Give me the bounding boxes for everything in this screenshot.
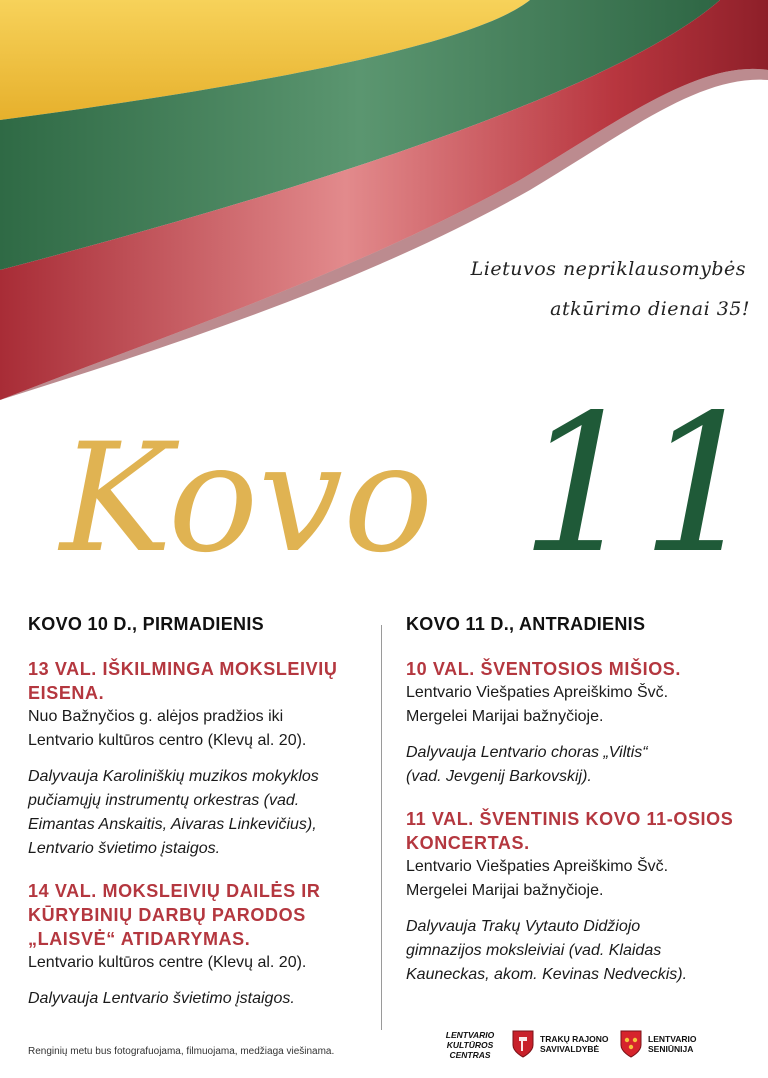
event-title-line: 11 VAL. ŠVENTINIS KOVO 11-OSIOS bbox=[406, 809, 734, 829]
day-column-right bbox=[406, 614, 756, 1005]
event-left-2 bbox=[28, 879, 373, 1011]
event-title-line: 13 VAL. IŠKILMINGA MOKSLEIVIŲ bbox=[28, 659, 338, 679]
logo-lentvario-seniunija-text bbox=[648, 1034, 696, 1054]
event-note-line: Dalyvauja Lentvario švietimo įstaigos. bbox=[28, 990, 295, 1007]
day-heading-left: KOVO 10 D., PIRMADIENIS bbox=[28, 614, 264, 634]
event-note-line: Dalyvauja Karoliniškių muzikos mokyklos bbox=[28, 768, 319, 785]
event-right-1 bbox=[406, 657, 756, 789]
logo-text-line: KULTŪROS bbox=[446, 1040, 494, 1050]
event-title-line: KŪRYBINIŲ DARBŲ PARODOS bbox=[28, 905, 306, 925]
event-place-line: Lentvario kultūros centre (Klevų al. 20). bbox=[28, 954, 307, 971]
event-title bbox=[28, 657, 373, 705]
hero-number: 11 bbox=[520, 374, 762, 595]
logo-traku-savivaldybe-text bbox=[540, 1034, 608, 1054]
red-shield-icon bbox=[512, 1030, 534, 1058]
hero-title bbox=[0, 360, 768, 600]
event-title-line: „LAISVĖ“ ATIDARYMAS. bbox=[28, 929, 251, 949]
day-heading-right: KOVO 11 D., ANTRADIENIS bbox=[406, 614, 646, 634]
event-note-line: gimnazijos moksleiviai (vad. Klaidas bbox=[406, 942, 662, 959]
event-title-line: 10 VAL. ŠVENTOSIOS MIŠIOS. bbox=[406, 659, 682, 679]
footer-note: Renginių metu bus fotografuojama, filmuojama, medžiaga viešinama. bbox=[28, 1046, 335, 1057]
event-place-line: Nuo Bažnyčios g. alėjos pradžios iki bbox=[28, 708, 284, 725]
event-place bbox=[28, 705, 373, 753]
event-note-line: Dalyvauja Trakų Vytauto Didžiojo bbox=[406, 918, 641, 935]
column-divider bbox=[381, 625, 382, 1030]
lithuanian-flag-banner bbox=[0, 0, 768, 400]
logo-kulturos-centras-text bbox=[446, 1030, 494, 1060]
event-place bbox=[406, 855, 756, 903]
logo-text-line: SAVIVALDYBĖ bbox=[540, 1044, 600, 1054]
event-title-line: EISENA. bbox=[28, 683, 105, 703]
event-place bbox=[406, 681, 756, 729]
event-title-line: 14 VAL. MOKSLEIVIŲ DAILĖS IR bbox=[28, 881, 321, 901]
event-note bbox=[28, 987, 373, 1011]
event-place bbox=[28, 951, 373, 975]
event-place-line: Lentvario Viešpaties Apreiškimo Švč. bbox=[406, 858, 669, 875]
event-place-line: Lentvario Viešpaties Apreiškimo Švč. bbox=[406, 684, 669, 701]
event-right-2 bbox=[406, 807, 756, 987]
event-left-1 bbox=[28, 657, 373, 861]
logos-row bbox=[440, 1030, 760, 1066]
event-title bbox=[406, 657, 756, 681]
logo-text-line: SENIŪNIJA bbox=[648, 1044, 694, 1054]
event-note-line: (vad. Jevgenij Barkovskij). bbox=[406, 768, 592, 785]
event-note-line: Lentvario švietimo įstaigos. bbox=[28, 840, 221, 857]
logo-text-line: TRAKŲ RAJONO bbox=[540, 1034, 609, 1044]
logo-text-line: LENTVARIO bbox=[648, 1034, 697, 1044]
event-title bbox=[28, 879, 373, 951]
logo-text-line: CENTRAS bbox=[449, 1050, 491, 1060]
event-note-line: Eimantas Anskaitis, Aivaras Linkevičius), bbox=[28, 816, 317, 833]
subtitle-line-2: atkūrimo dienai 35! bbox=[550, 298, 750, 320]
event-note-line: Kauneckas, akom. Kevinas Nedveckis). bbox=[406, 966, 688, 983]
event-place-line: Mergelei Marijai bažnyčioje. bbox=[406, 882, 604, 899]
event-title bbox=[406, 807, 756, 855]
event-note bbox=[28, 765, 373, 861]
day-column-left bbox=[28, 614, 373, 1029]
event-note bbox=[406, 915, 756, 987]
event-note bbox=[406, 741, 756, 789]
event-title-line: KONCERTAS. bbox=[406, 833, 530, 853]
hero-word: Kovo bbox=[60, 412, 434, 586]
crown-shield-icon bbox=[620, 1030, 642, 1058]
logo-kulturos-centras bbox=[440, 1030, 500, 1060]
event-place-line: Mergelei Marijai bažnyčioje. bbox=[406, 708, 604, 725]
event-place-line: Lentvario kultūros centro (Klevų al. 20). bbox=[28, 732, 307, 749]
event-note-line: pučiamųjų instrumentų orkestras (vad. bbox=[28, 792, 300, 809]
logo-traku-savivaldybe bbox=[512, 1030, 608, 1058]
subtitle-line-1: Lietuvos nepriklausomybės bbox=[470, 258, 746, 280]
logo-lentvario-seniunija bbox=[620, 1030, 696, 1058]
event-note-line: Dalyvauja Lentvario choras „Viltis“ bbox=[406, 744, 648, 761]
logo-text-line: LENTVARIO bbox=[445, 1030, 495, 1040]
